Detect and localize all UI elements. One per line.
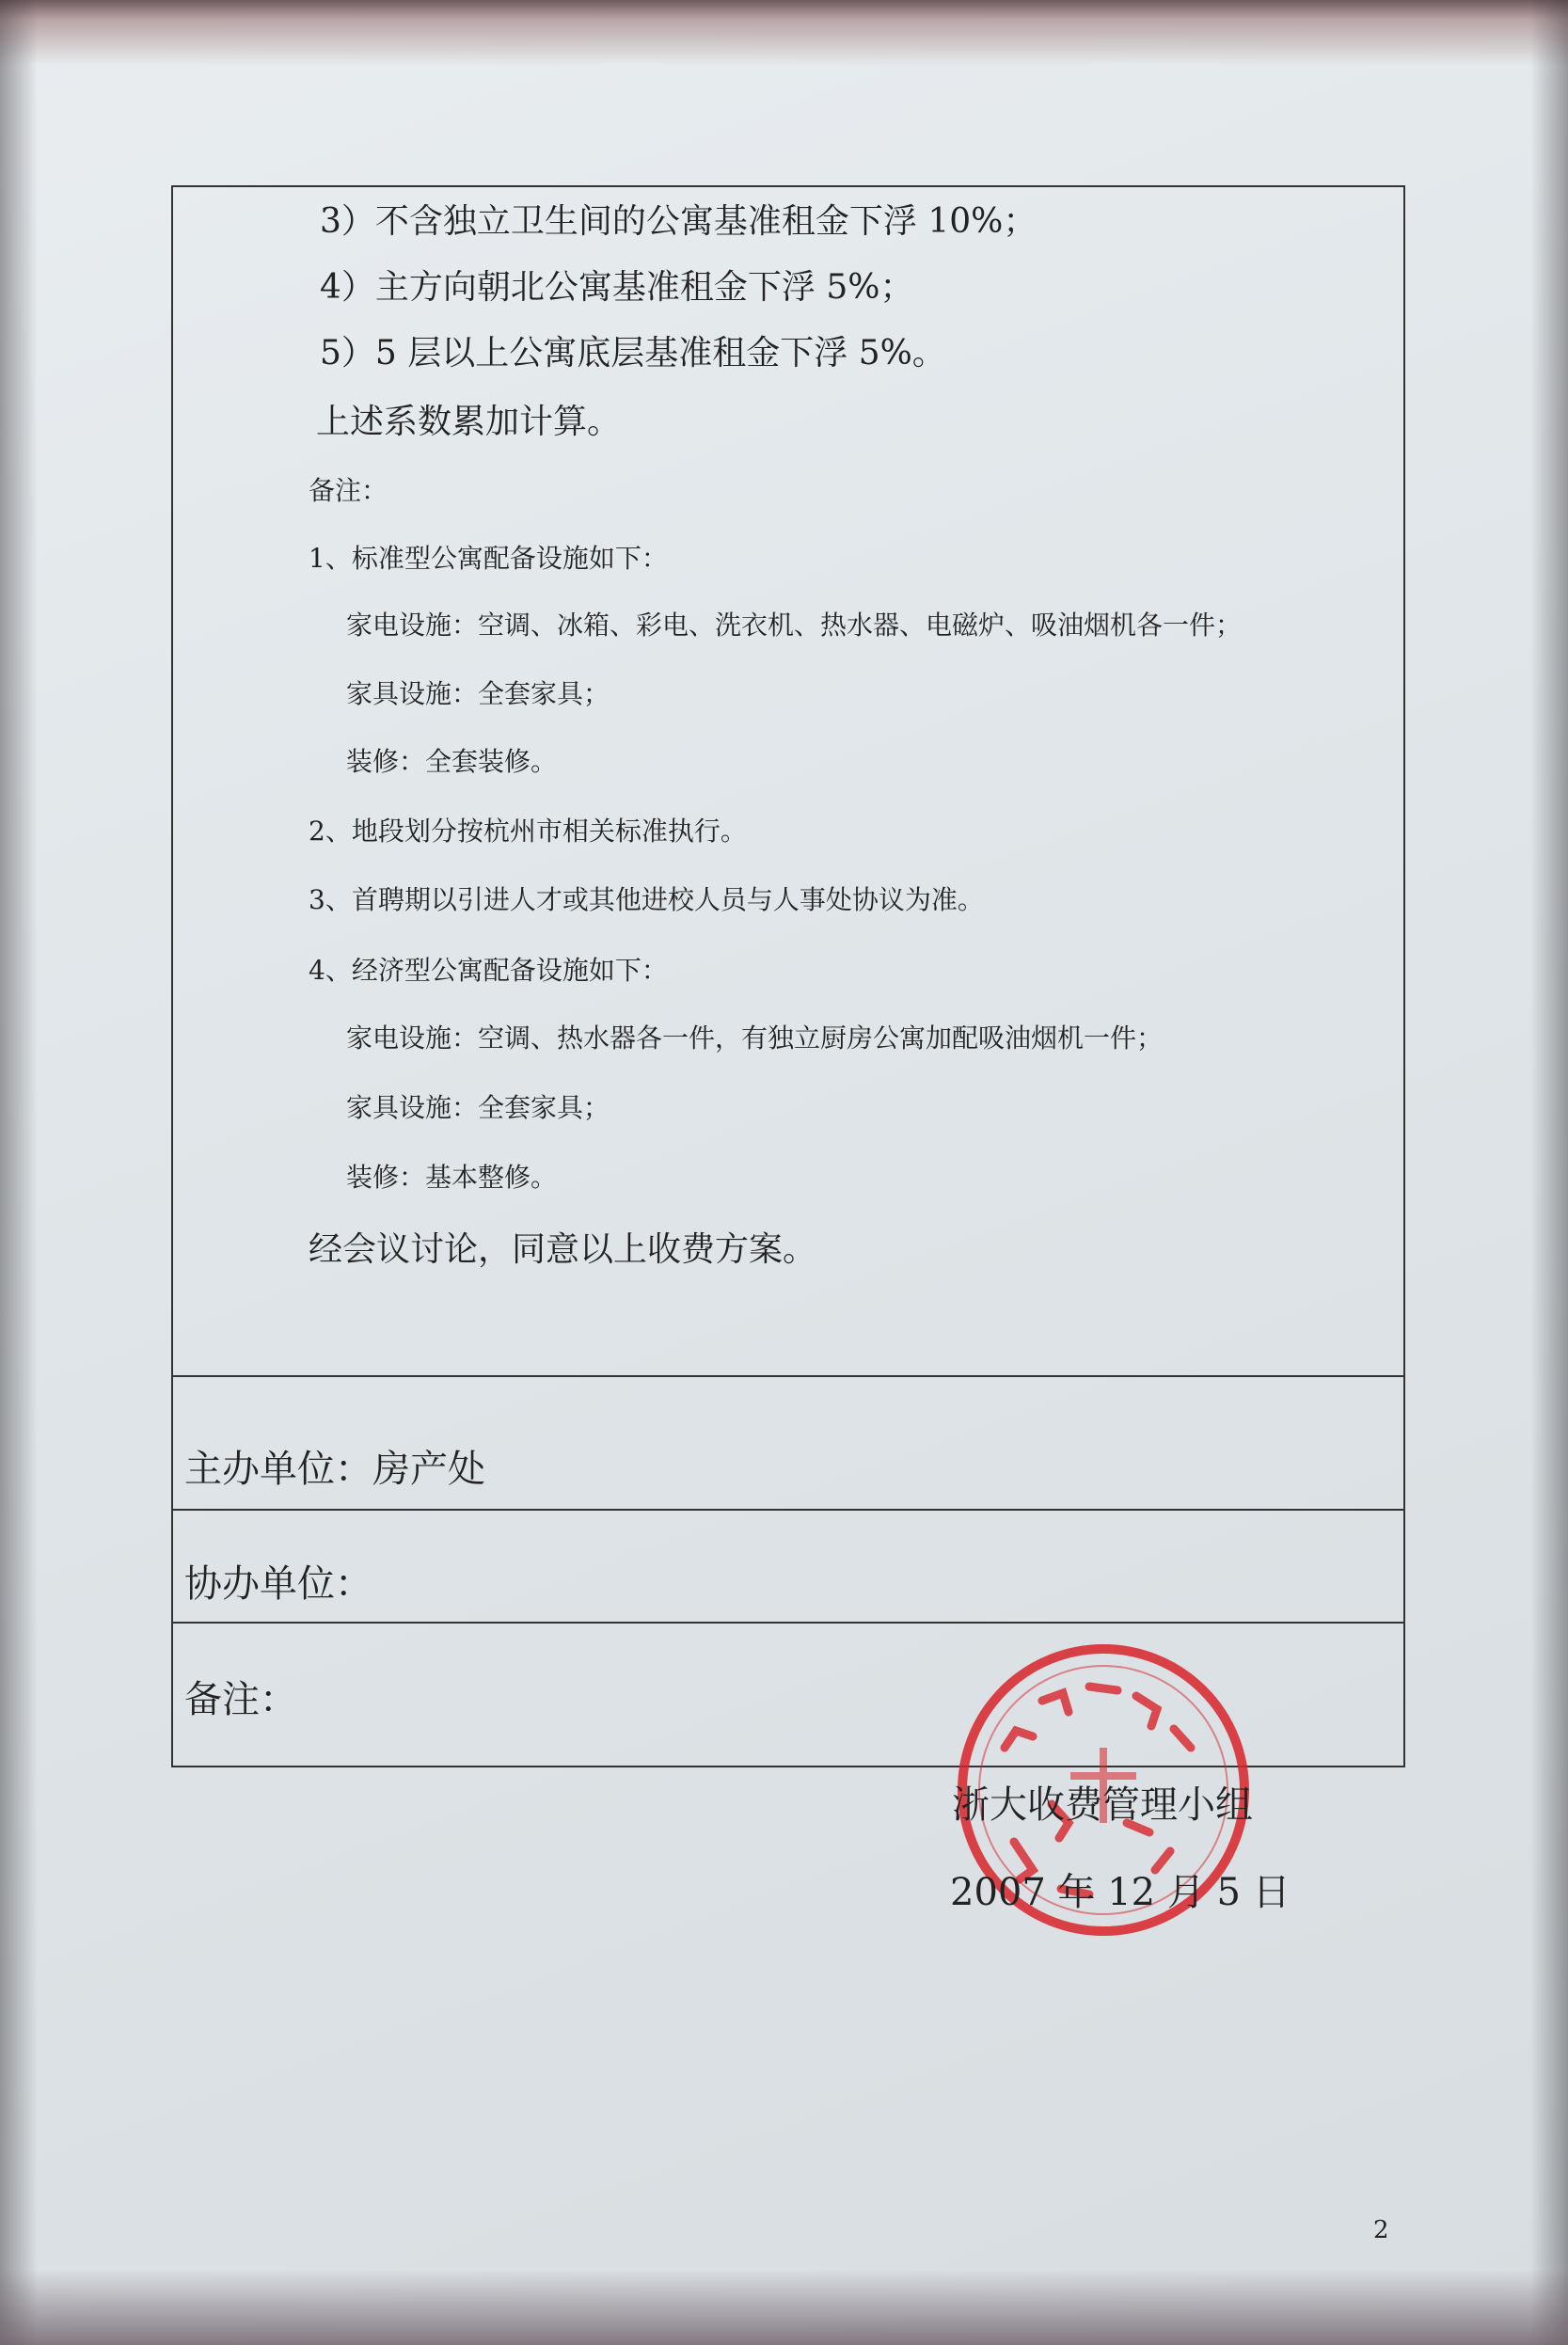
list-item: 4）主方向朝北公寓基准租金下浮 5%； xyxy=(320,268,914,307)
photo-edge-top xyxy=(0,0,1568,66)
remark-item: 家具设施：全套家具； xyxy=(346,678,610,709)
host-unit-row: 主办单位：房产处 xyxy=(184,1448,485,1491)
photo-edge-right xyxy=(1530,0,1568,2345)
photo-edge-left xyxy=(0,0,38,2345)
remark-item: 家电设施：空调、热水器各一件，有独立厨房公寓加配吸油烟机一件； xyxy=(346,1022,1164,1054)
remark-item: 家电设施：空调、冰箱、彩电、洗衣机、热水器、电磁炉、吸油烟机各一件； xyxy=(346,610,1243,641)
table-divider-1 xyxy=(171,1375,1405,1377)
photo-edge-bottom xyxy=(0,2270,1568,2345)
table-divider-3 xyxy=(171,1622,1405,1624)
conclusion: 经会议讨论，同意以上收费方案。 xyxy=(309,1230,817,1269)
remark-item: 装修：全套装修。 xyxy=(346,746,558,777)
remark-item: 装修：基本整修。 xyxy=(346,1162,558,1193)
cumulative-note: 上述系数累加计算。 xyxy=(316,403,622,441)
remark-item: 家具设施：全套家具； xyxy=(346,1092,610,1123)
signature-organization: 浙大收费管理小组 xyxy=(952,1783,1253,1827)
remarks-title: 备注： xyxy=(309,475,388,506)
list-item: 3）不含独立卫生间的公寓基准租金下浮 10%； xyxy=(320,202,1037,241)
note-row: 备注： xyxy=(184,1678,297,1721)
list-item: 5）5 层以上公寓底层基准租金下浮 5%。 xyxy=(320,334,946,372)
co-unit-row: 协办单位： xyxy=(184,1562,372,1606)
remark-item: 1、标准型公寓配备设施如下： xyxy=(309,543,668,574)
remark-item: 4、经济型公寓配备设施如下： xyxy=(309,955,668,986)
signature-date: 2007 年 12 月 5 日 xyxy=(950,1871,1291,1914)
page-number: 2 xyxy=(1373,2216,1389,2244)
remark-item: 2、地段划分按杭州市相关标准执行。 xyxy=(309,816,747,847)
remark-item: 3、首聘期以引进人才或其他进校人员与人事处协议为准。 xyxy=(309,884,984,915)
table-divider-2 xyxy=(171,1509,1405,1511)
